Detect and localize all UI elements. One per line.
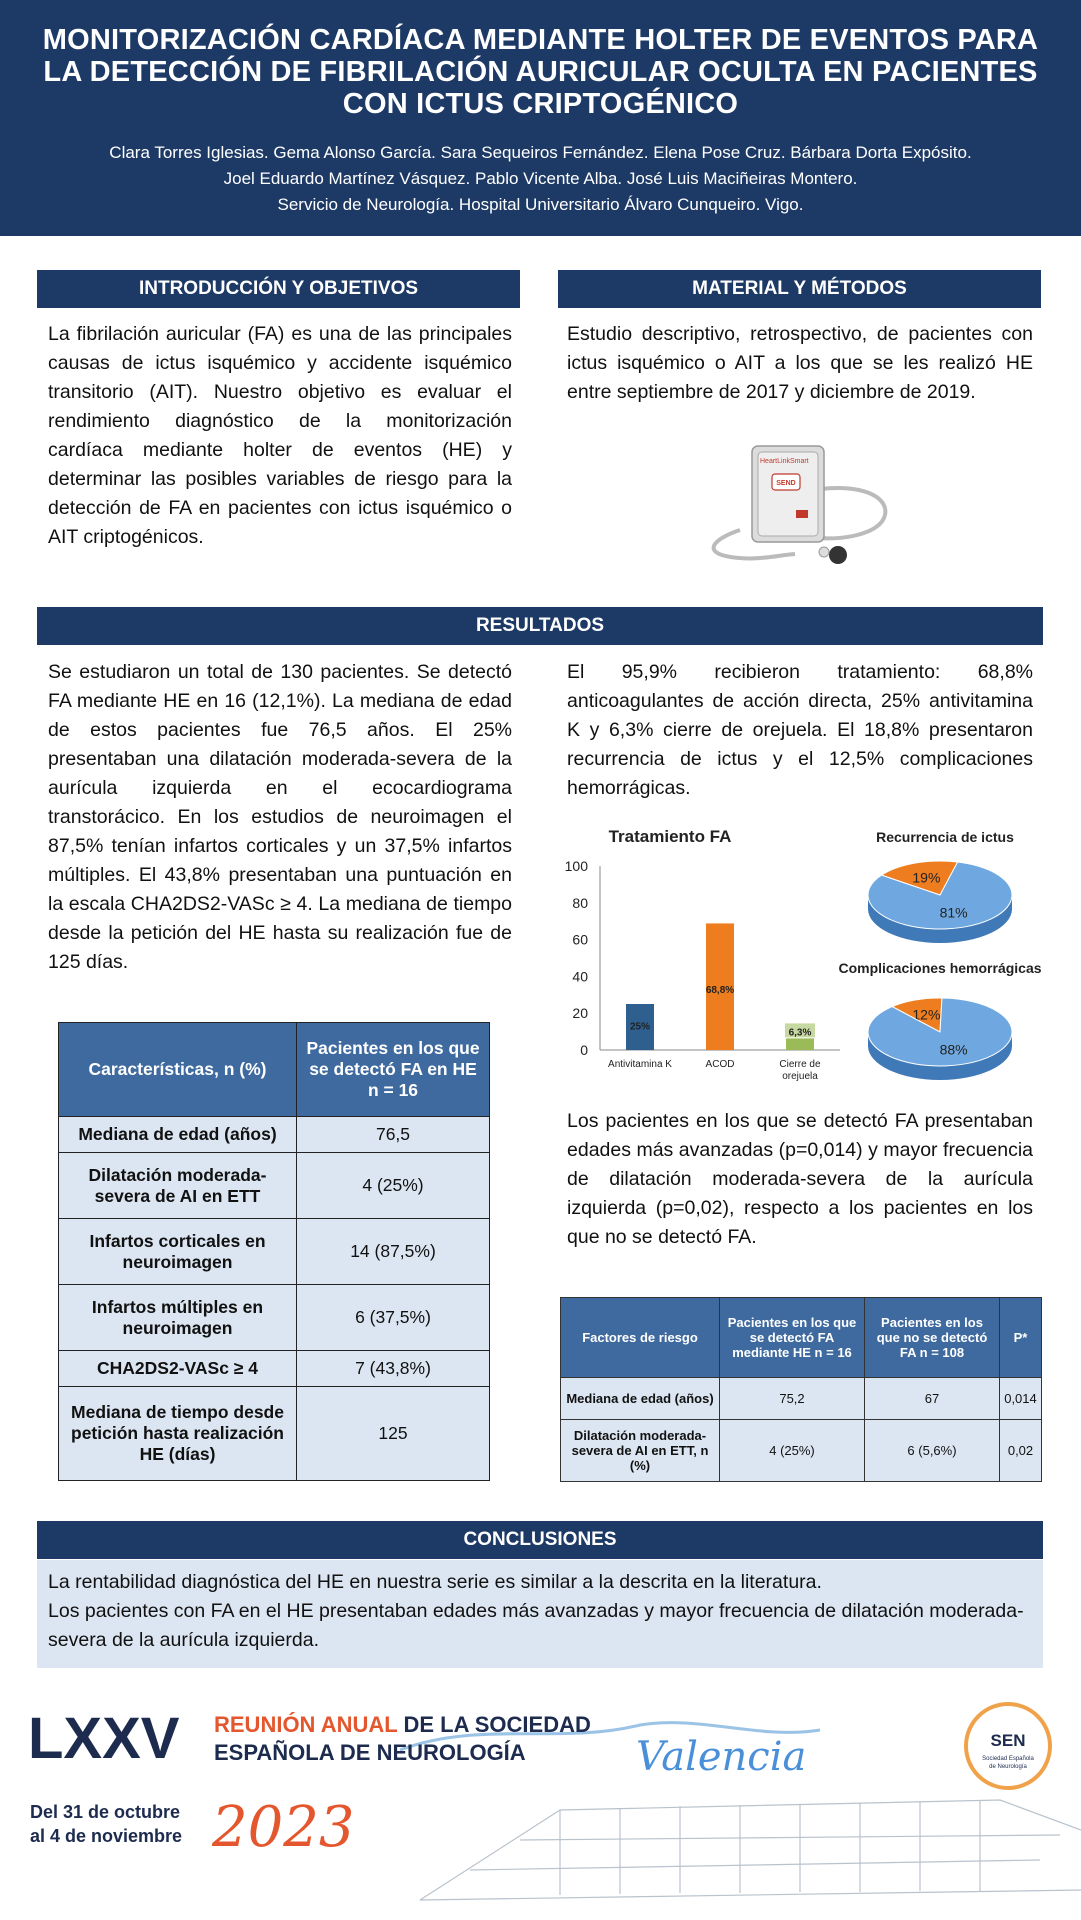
table-cell: 0,014 xyxy=(1000,1378,1042,1420)
table-header-row xyxy=(59,1023,490,1117)
congress-number: LXXV xyxy=(28,1706,180,1771)
authors xyxy=(0,140,1081,218)
bar xyxy=(786,1038,814,1050)
y-tick-label: 60 xyxy=(572,931,588,948)
affiliation-line: Servicio de Neurología. Hospital Universitario Álvaro Cunqueiro. Vigo. xyxy=(277,195,804,214)
chart-title: Complicaciones hemorrágicas xyxy=(838,960,1042,976)
table-cell: 14 (87,5%) xyxy=(297,1219,490,1285)
results-heading: RESULTADOS xyxy=(37,607,1043,645)
table-row xyxy=(59,1219,490,1285)
table-cell: Mediana de tiempo desde petición hasta realización HE (días) xyxy=(59,1387,297,1481)
building-illustration xyxy=(420,1800,1081,1900)
table-header-cell: Pacientes en los que se detectó FA mediante HE n = 16 xyxy=(720,1298,865,1378)
table-row xyxy=(59,1387,490,1481)
conclusions-text xyxy=(48,1568,1036,1655)
table-header-row xyxy=(561,1298,1042,1378)
title-line: CON ICTUS CRIPTOGÉNICO xyxy=(342,88,739,120)
methods-text: Estudio descriptivo, retrospectivo, de pacientes con ictus isquémico o AIT a los que se les realizó HE entre septiembre de 2017 y diciembre de 2019. xyxy=(567,323,1033,403)
sen-logo-sub2: de Neurología xyxy=(989,1764,1027,1770)
x-tick-label: Cierre de xyxy=(779,1059,821,1070)
conclusions-heading: CONCLUSIONES xyxy=(37,1521,1043,1559)
data-label: 25% xyxy=(629,1021,651,1033)
poster-title xyxy=(0,0,1081,120)
table-row xyxy=(59,1153,490,1219)
table-cell: 4 (25%) xyxy=(720,1420,865,1482)
pie-label: 12% xyxy=(912,1006,941,1023)
table-cell: Dilatación moderada-severa de AI en ETT xyxy=(59,1153,297,1219)
conclusion-line: La rentabilidad diagnóstica del HE en nuestra serie es similar a la descrita en la literatura. xyxy=(48,1571,822,1593)
device-brand: HeartLinkSmart xyxy=(760,458,809,465)
pie-label: 88% xyxy=(939,1041,968,1058)
poster-header xyxy=(0,0,1081,236)
risk-factors-table xyxy=(560,1297,1042,1482)
intro-text: La fibrilación auricular (FA) es una de las principales causas de ictus isquémico y accidente isquémico transitorio (AIT). Nuestro objetivo es evaluar el rendimiento diagnóstico de la monitorización cardíaca mediante holter de eventos (HE) y determinar las posibles variables de riesgo para la detección de FA en pacientes con ictus isquémico o AIT criptogénicos. xyxy=(48,323,512,548)
table-cell: 7 (43,8%) xyxy=(297,1351,490,1387)
author-line: Clara Torres Iglesias. Gema Alonso García. Sara Sequeiros Fernández. Elena Pose Cruz. Bárbara Dorta Expósito. xyxy=(109,143,972,162)
year: 2023 xyxy=(212,1795,355,1860)
author-line: Joel Eduardo Martínez Vásquez. Pablo Vicente Alba. José Luis Maciñeiras Montero. xyxy=(223,169,858,188)
pie-label: 81% xyxy=(939,904,968,921)
table-header-cell: Pacientes en los que se detectó FA en HE n = 16 xyxy=(297,1023,490,1117)
y-tick-label: 40 xyxy=(572,968,588,985)
results-text-right-top: El 95,9% recibieron tratamiento: 68,8% anticoagulantes de acción directa, 25% antivitamina K y 6,3% cierre de orejuela. El 18,8% presentaron recurrencia de ictus y el 12,5% complicaciones hemorrágicas. xyxy=(567,661,1033,799)
data-label: 68,8% xyxy=(705,985,735,997)
x-tick-label: orejuela xyxy=(782,1071,818,1082)
intro-heading: INTRODUCCIÓN Y OBJETIVOS xyxy=(37,270,520,308)
chart-title: Tratamiento FA xyxy=(608,827,732,846)
table-row xyxy=(59,1351,490,1387)
dates-line2: al 4 de noviembre xyxy=(30,1826,183,1846)
results-text-right-mid: Los pacientes en los que se detectó FA presentaban edades más avanzadas (p=0,014) y mayor frecuencia de dilatación moderada-severa de la aurícula izquierda (p=0,02), respecto a los pacientes en los que no se detectó FA. xyxy=(567,1110,1033,1248)
table-cell: 6 (5,6%) xyxy=(865,1420,1000,1482)
dates-line1: Del 31 de octubre xyxy=(30,1802,181,1822)
y-tick-label: 100 xyxy=(564,858,588,874)
holter-device-image xyxy=(700,440,900,570)
chart-title: Recurrencia de ictus xyxy=(876,829,1014,845)
meeting-title-rest: DE LA SOCIEDAD xyxy=(397,1712,591,1737)
table-cell: Mediana de edad (años) xyxy=(59,1117,297,1153)
table-row xyxy=(561,1378,1042,1420)
meeting-title-line2: ESPAÑOLA DE NEUROLOGÍA xyxy=(214,1740,526,1765)
table-header-cell: P* xyxy=(1000,1298,1042,1378)
results-text-left: Se estudiaron un total de 130 pacientes. Se detectó FA mediante HE en 16 (12,1%). La mediana de edad de estos pacientes fue 76,5 años. El 25% presentaban una dilatación moderada-severa de la aurícula izquierda en el ecocardiograma transtorácico. En los estudios de neuroimagen el 87,5% tenían infartos corticales y un 37,5% infartos múltiples. El 43,8% presentaban una puntuación en la escala CHA2DS2-VASc ≥ 4. La mediana de tiempo desde la petición del HE hasta su realización fue de 125 días. xyxy=(48,661,512,973)
table-row xyxy=(59,1117,490,1153)
recurrence-pie-chart xyxy=(855,820,1035,950)
conclusion-line: Los pacientes con FA en el HE presentaban edades más avanzadas y mayor frecuencia de dilatación moderada-severa de la aurícula izquierda. xyxy=(48,1600,1024,1651)
table-cell: 125 xyxy=(297,1387,490,1481)
congress-footer xyxy=(0,1690,1081,1920)
city-name: Valencia xyxy=(636,1734,807,1780)
characteristics-table xyxy=(58,1022,490,1481)
y-tick-label: 0 xyxy=(580,1042,588,1058)
table-cell: Mediana de edad (años) xyxy=(561,1378,720,1420)
title-line: MONITORIZACIÓN CARDÍACA MEDIANTE HOLTER DE EVENTOS PARA xyxy=(42,24,1039,56)
x-tick-label: Antivitamina K xyxy=(608,1059,672,1070)
sen-logo-text: SEN xyxy=(990,1731,1026,1750)
table-cell: 4 (25%) xyxy=(297,1153,490,1219)
table-cell: Infartos corticales en neuroimagen xyxy=(59,1219,297,1285)
y-tick-label: 80 xyxy=(572,894,588,911)
table-cell: 0,02 xyxy=(1000,1420,1042,1482)
data-label: 6,3% xyxy=(788,1027,812,1039)
table-header-cell: Factores de riesgo xyxy=(561,1298,720,1378)
table-header-cell: Características, n (%) xyxy=(59,1023,297,1117)
table-cell: 6 (37,5%) xyxy=(297,1285,490,1351)
table-cell: CHA2DS2-VASc ≥ 4 xyxy=(59,1351,297,1387)
x-tick-label: ACOD xyxy=(705,1059,735,1070)
meeting-title-line1 xyxy=(214,1712,591,1737)
hemorrhagic-pie-chart xyxy=(835,955,1045,1085)
sen-logo-sub1: Sociedad Española xyxy=(982,1756,1034,1762)
meeting-title-highlight: REUNIÓN ANUAL xyxy=(214,1712,398,1737)
device-send-label: SEND xyxy=(776,480,796,487)
methods-heading: MATERIAL Y MÉTODOS xyxy=(558,270,1041,308)
title-line: LA DETECCIÓN DE FIBRILACIÓN AURICULAR OCULTA EN PACIENTES xyxy=(43,56,1038,88)
table-header-cell: Pacientes en los que no se detectó FA n = 108 xyxy=(865,1298,1000,1378)
table-row xyxy=(59,1285,490,1351)
table-cell: Infartos múltiples en neuroimagen xyxy=(59,1285,297,1351)
pie-label: 19% xyxy=(912,869,941,886)
table-row xyxy=(561,1420,1042,1482)
table-cell: Dilatación moderada-severa de AI en ETT, n (%) xyxy=(561,1420,720,1482)
table-cell: 76,5 xyxy=(297,1117,490,1153)
treatment-bar-chart xyxy=(560,820,850,1090)
table-cell: 67 xyxy=(865,1378,1000,1420)
y-tick-label: 20 xyxy=(572,1005,588,1022)
table-cell: 75,2 xyxy=(720,1378,865,1420)
